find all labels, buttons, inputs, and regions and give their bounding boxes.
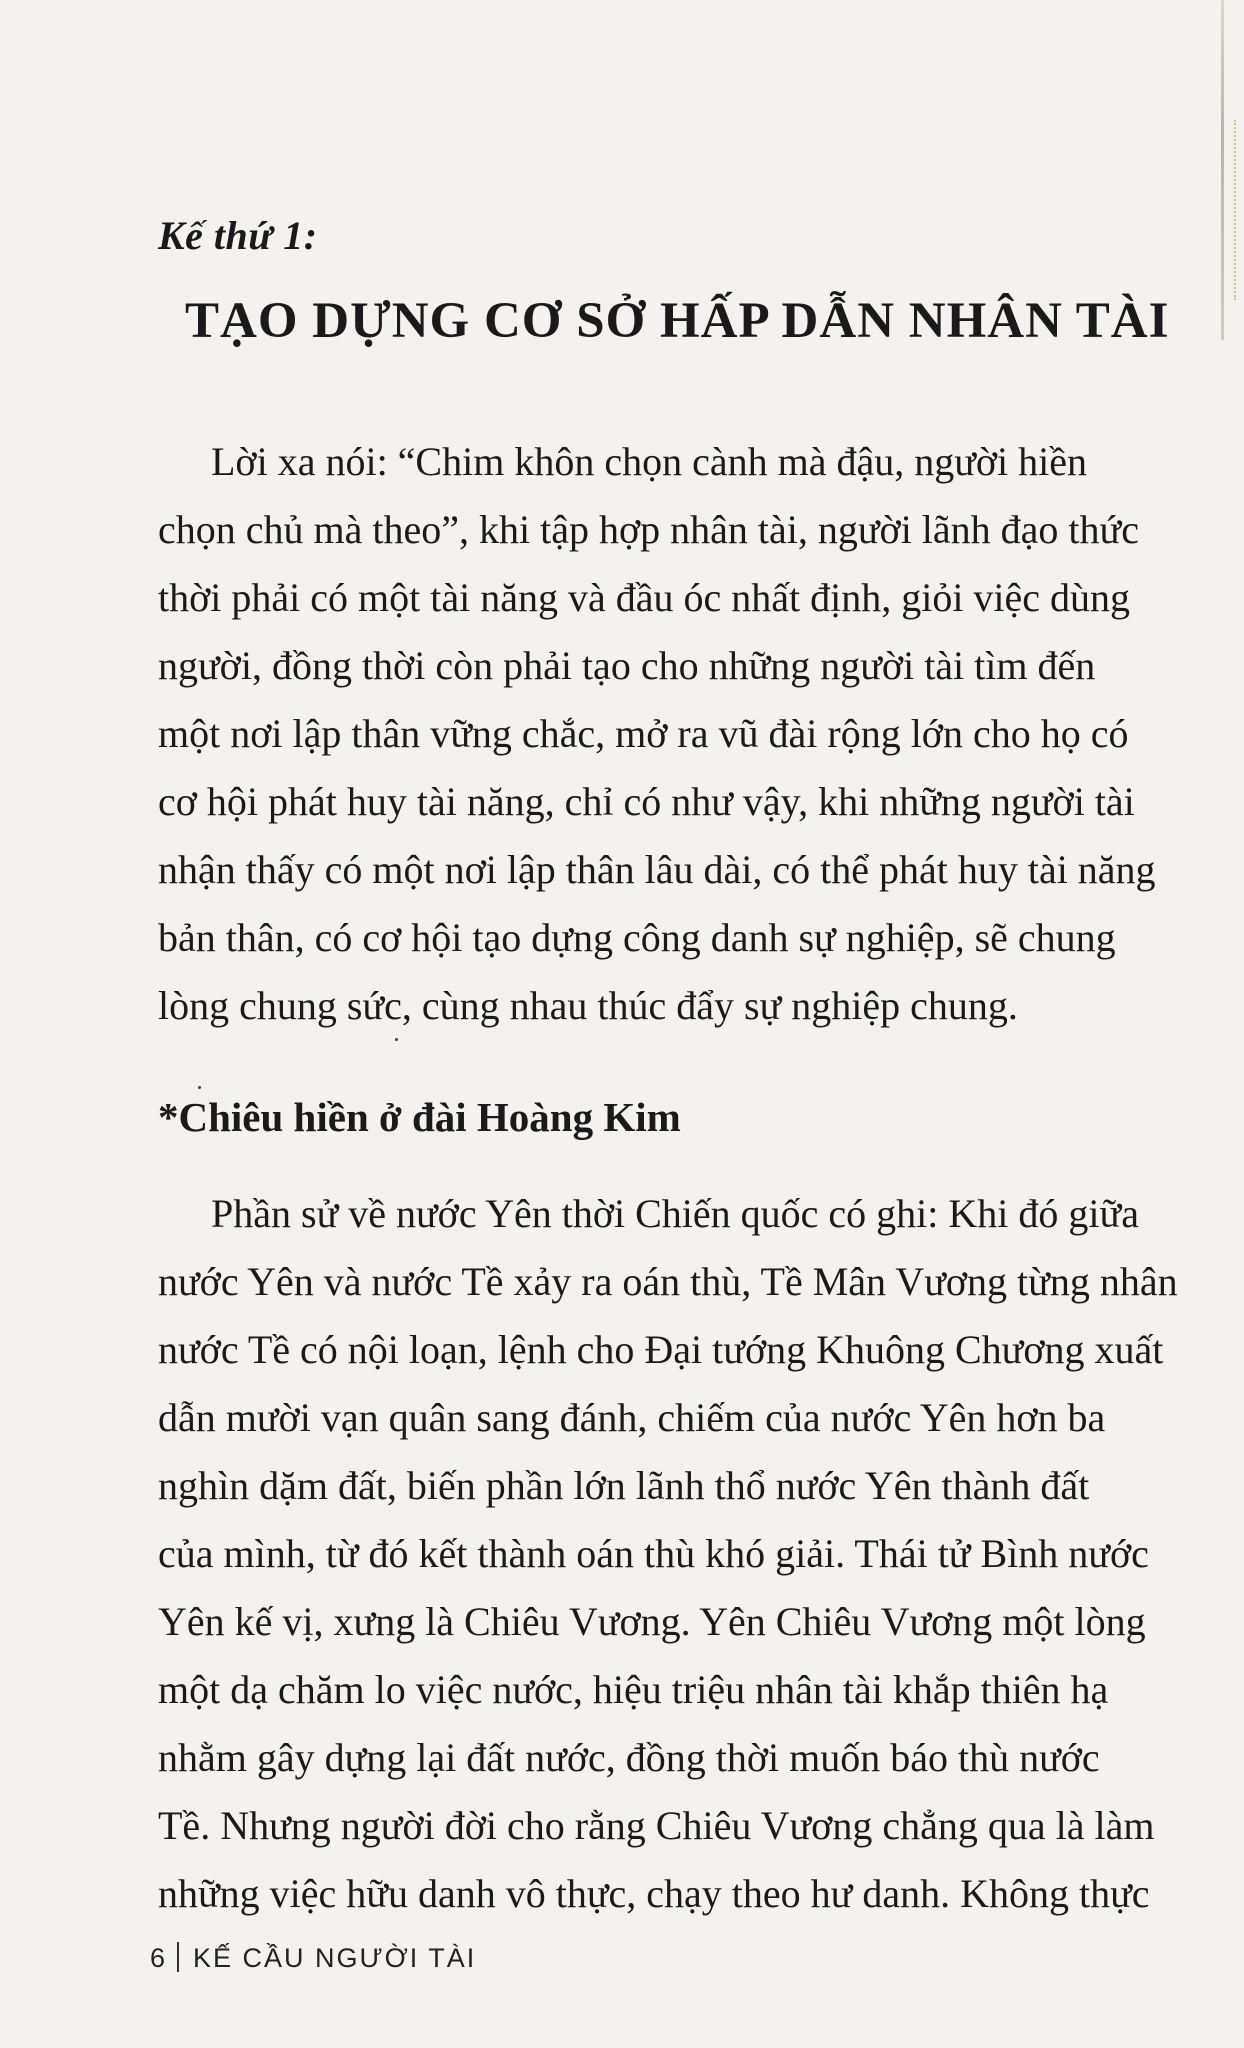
story-paragraph: [158, 1180, 1178, 1928]
footer-divider: [177, 1942, 179, 1972]
text-line: Phần sử về nước Yên thời Chiến quốc có ghi: Khi đó giữa: [211, 1191, 1139, 1236]
text-line: những việc hữu danh vô thực, chạy theo hư danh. Không thực: [158, 1871, 1150, 1916]
text-line: cơ hội phát huy tài năng, chỉ có như vậy, khi những người tài: [158, 779, 1135, 824]
text-line: một dạ chăm lo việc nước, hiệu triệu nhân tài khắp thiên hạ: [158, 1667, 1109, 1712]
text-line: nước Yên và nước Tề xảy ra oán thù, Tề Mân Vương từng nhân: [158, 1259, 1178, 1304]
text-line: lòng chung sức, cùng nhau thúc đẩy sự nghiệp chung.: [158, 983, 1018, 1028]
paper-speck: [395, 1038, 398, 1041]
running-book-title: KẾ CẦU NGƯỜI TÀI: [193, 1943, 477, 1973]
section-subheading: *Chiêu hiền ở đài Hoàng Kim: [158, 1094, 681, 1140]
page-number: 6: [150, 1943, 168, 1973]
text-line: nhằm gây dựng lại đất nước, đồng thời muốn báo thù nước: [158, 1735, 1100, 1780]
page-footer: [150, 1942, 476, 1974]
paper-speck: [198, 1086, 201, 1089]
text-line: nước Tề có nội loạn, lệnh cho Đại tướng Khuông Chương xuất: [158, 1327, 1164, 1372]
text-line: Tề. Nhưng người đời cho rằng Chiêu Vương chẳng qua là làm: [158, 1803, 1155, 1848]
intro-paragraph: [158, 428, 1178, 1040]
text-line: của mình, từ đó kết thành oán thù khó giải. Thái tử Bình nước: [158, 1531, 1149, 1576]
text-line: nghìn dặm đất, biến phần lớn lãnh thổ nước Yên thành đất: [158, 1463, 1090, 1508]
page-edge-shadow: [1221, 0, 1224, 340]
text-line: bản thân, có cơ hội tạo dựng công danh sự nghiệp, sẽ chung: [158, 915, 1116, 960]
text-line: dẫn mười vạn quân sang đánh, chiếm của nước Yên hơn ba: [158, 1395, 1106, 1440]
text-line: Yên kế vị, xưng là Chiêu Vương. Yên Chiêu Vương một lòng: [158, 1599, 1146, 1644]
text-line: người, đồng thời còn phải tạo cho những người tài tìm đến: [158, 643, 1096, 688]
page-edge-texture: [1228, 120, 1236, 300]
text-line: nhận thấy có một nơi lập thân lâu dài, có thể phát huy tài năng: [158, 847, 1156, 892]
text-line: thời phải có một tài năng và đầu óc nhất định, giỏi việc dùng: [158, 575, 1131, 620]
chapter-title: TẠO DỰNG CƠ SỞ HẤP DẪN NHÂN TÀI: [185, 293, 1170, 349]
text-line: chọn chủ mà theo”, khi tập hợp nhân tài, người lãnh đạo thức: [158, 507, 1139, 552]
section-label: Kế thứ 1:: [158, 213, 318, 258]
text-line: Lời xa nói: “Chim khôn chọn cành mà đậu, người hiền: [211, 439, 1088, 484]
text-line: một nơi lập thân vững chắc, mở ra vũ đài rộng lớn cho họ có: [158, 711, 1129, 756]
